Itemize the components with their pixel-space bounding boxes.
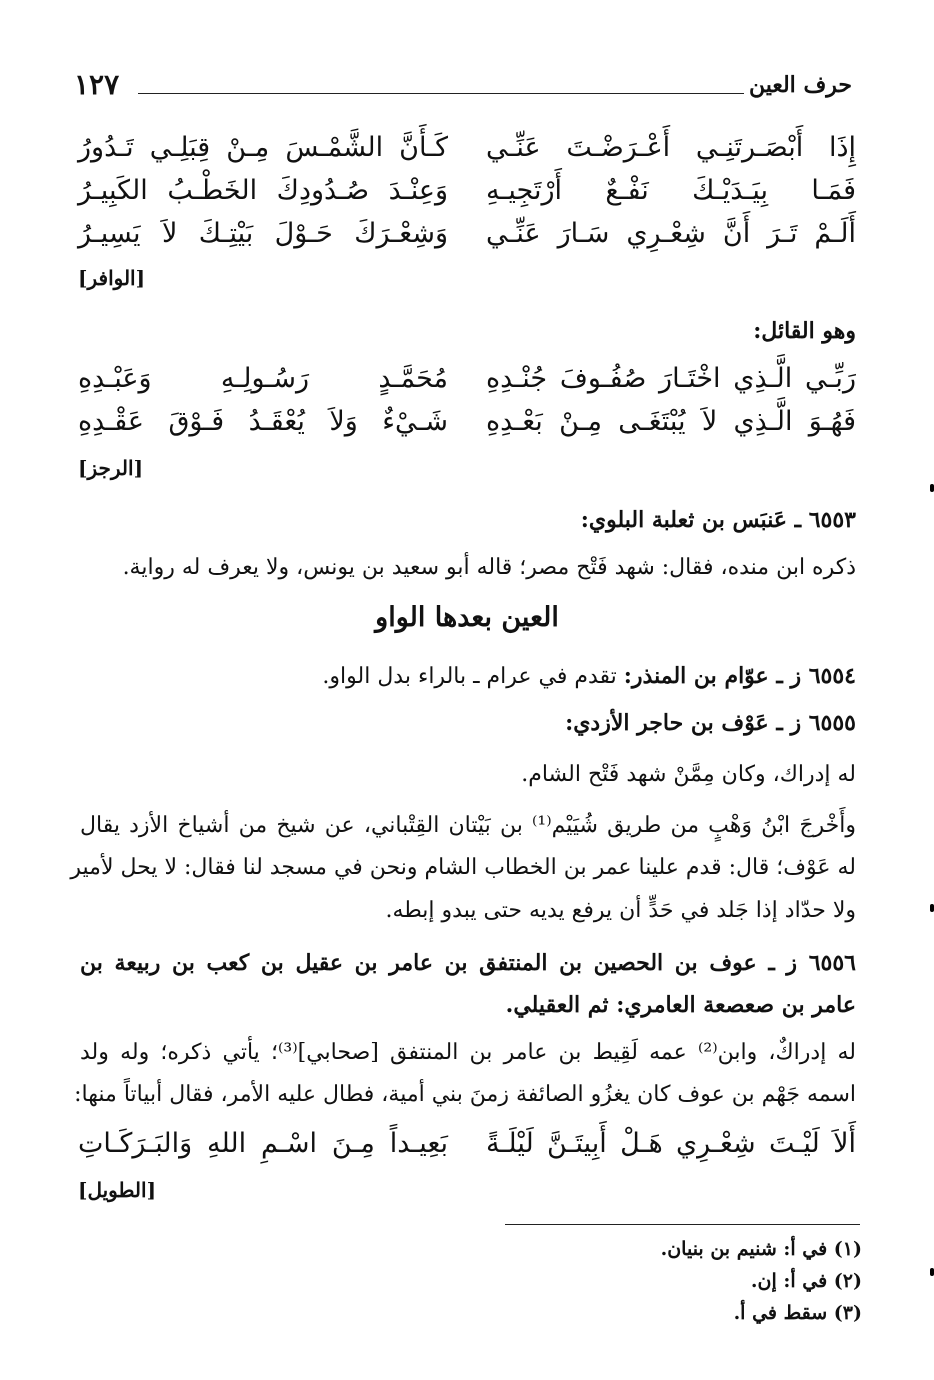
poem2-meter: [الرجز] <box>78 456 144 480</box>
entry-6555-line-2: وأَخْرجَ ابْنُ وَهْبٍ من طريق شُيَيْم⁽¹⁾ بن بَيْتان القِتْباني، عن شيخ من أشياخ الأزد يقال <box>80 813 857 838</box>
page-number: ١٢٧ <box>74 68 120 101</box>
entry-6554-title: ٦٥٥٤ ز ـ عوّام بن المنذر: <box>623 663 856 689</box>
footnote-rule <box>505 1224 860 1225</box>
poem1-meter: [الوافر] <box>78 266 146 290</box>
entry-6556-meter: [الطويل] <box>78 1178 157 1202</box>
entry-6554 <box>80 663 856 689</box>
section-heading: العين بعدها الواو <box>375 602 559 633</box>
footnote-1: (١) في أ: شنيم بن بنيان. <box>660 1238 862 1260</box>
entry-6556-verse-first-hemistich: أَلاَ لَيْـتَ شِعْـرِي هَـلْ أَبِيتَـنَّ لَيْلَـةً <box>486 1128 856 1159</box>
entry-6556-verse-second-hemistich: بَعِيـداً مِـنَ اسْـمِ اللهِ وَالبَـرَكَـاتِ <box>78 1128 448 1159</box>
entry-6555-line-1: له إدراك، وكان مِمَّنْ شهد فَتْح الشام. <box>521 762 856 787</box>
poem2-verse-2 <box>78 406 856 450</box>
poem1-verse-3-first-hemistich: أَلَـمْ تَـرَ أَنَّ شِعْـرِي سَـارَ عَنِّـي <box>486 218 856 249</box>
scan-speck <box>930 904 934 912</box>
entry-6556-verse <box>78 1128 856 1172</box>
entry-6556-title-line-2: عامر بن صعصعة العامري: ثم العقيلي. <box>505 992 856 1018</box>
entry-6555-line-3: له عَوْف؛ قال: قدم علينا عمر بن الخطاب الشام ونحن في مسجد لنا فقال: لا يحل لأمير <box>70 855 856 880</box>
chapter-title: حرف العين <box>748 72 852 98</box>
footnote-3: (٣) سقط في أ. <box>733 1302 862 1324</box>
poem2-verse-2-second-hemistich: شَـيْءٌ وَلاَ يُعْقَـدُ فَـوْقَ عَقْـدِهِ <box>78 406 448 437</box>
entry-6553-title: ٦٥٥٣ ـ عَنبَس بن ثعلبة البلوي: <box>580 507 856 533</box>
poem2-verse-1-first-hemistich: رَبِّـي الَّـذِي اخْتَـارَ صُفُـوفَ جُنْـدِهِ <box>486 363 856 394</box>
poem2-intro: وهو القائل: <box>753 318 856 344</box>
entry-6556-title-line-1: ٦٥٥٦ ز ـ عوف بن الحصين بن المنتفق بن عامر بن عقيل بن كعب بن ربيعة بن <box>80 950 856 976</box>
poem1-verse-2 <box>78 175 856 219</box>
poem2-verse-2-first-hemistich: فَهُـوَ الَّـذِي لاَ يُبْتَغَـى مِـنْ بَعْـدِهِ <box>486 406 856 437</box>
poem1-verse-2-first-hemistich: فَمَـا بِيَـدَيْـكَ نَفْـعٌ أَرْتَجِيـهِ <box>486 175 856 206</box>
entry-6555-line-4: ولا حدّاد إذا جَلد في حَدٍّ أن يرفع يديه حتى يبدو إبطه. <box>385 898 856 923</box>
entry-6555-title: ٦٥٥٥ ز ـ عَوْف بن حاجر الأزدي: <box>565 710 856 736</box>
poem1-verse-1-first-hemistich: إِذَا أَبْصَـرتَنِـي أَعْـرَضْـتَ عَنِّـي <box>486 132 856 163</box>
poem1-verse-2-second-hemistich: وَعِنْـدَ صُـدُودِكَ الخَطْـبُ الكَبِيـرُ <box>78 175 448 206</box>
poem1-verse-3-second-hemistich: وَشِعْـرَكَ حَـوْلَ بَيْتِـكَ لاَ يَسِيـرُ <box>78 218 448 249</box>
poem1-verse-3 <box>78 218 856 262</box>
entry-6553-text: ذكره ابن منده، فقال: شهد فَتْح مصر؛ قاله أبو سعيد بن يونس، ولا يعرف له رواية. <box>122 555 856 580</box>
poem2-verse-1 <box>78 363 856 407</box>
scan-speck <box>930 1268 934 1276</box>
poem1-verse-1 <box>78 132 856 176</box>
footnote-2: (٢) في أ: إن. <box>750 1270 862 1292</box>
entry-6554-text: تقدم في عرام ـ بالراء بدل الواو. <box>322 664 617 689</box>
entry-6556-line-2: اسمه جَهْم بن عوف كان يغزُو الصائفة زمنَ بني أمية، فطال عليه الأمر، فقال أبياتاً منها: <box>74 1082 856 1107</box>
poem1-verse-1-second-hemistich: كَـأَنَّ الشَّمْـسَ مِـنْ قِبَلِـي تَـدُورُ <box>78 132 448 163</box>
scan-speck <box>930 484 934 492</box>
header-rule <box>138 93 744 94</box>
entry-6556-line-1: له إدراكٌ، وابن⁽²⁾ عمه لَقِيط بن عامر بن المنتفق [صحابي]⁽³⁾؛ يأتي ذكره؛ وله ولد <box>80 1040 856 1065</box>
poem2-verse-1-second-hemistich: مُحَمَّـدٍ رَسُـولِـهِ وَعَبْـدِهِ <box>78 363 448 394</box>
